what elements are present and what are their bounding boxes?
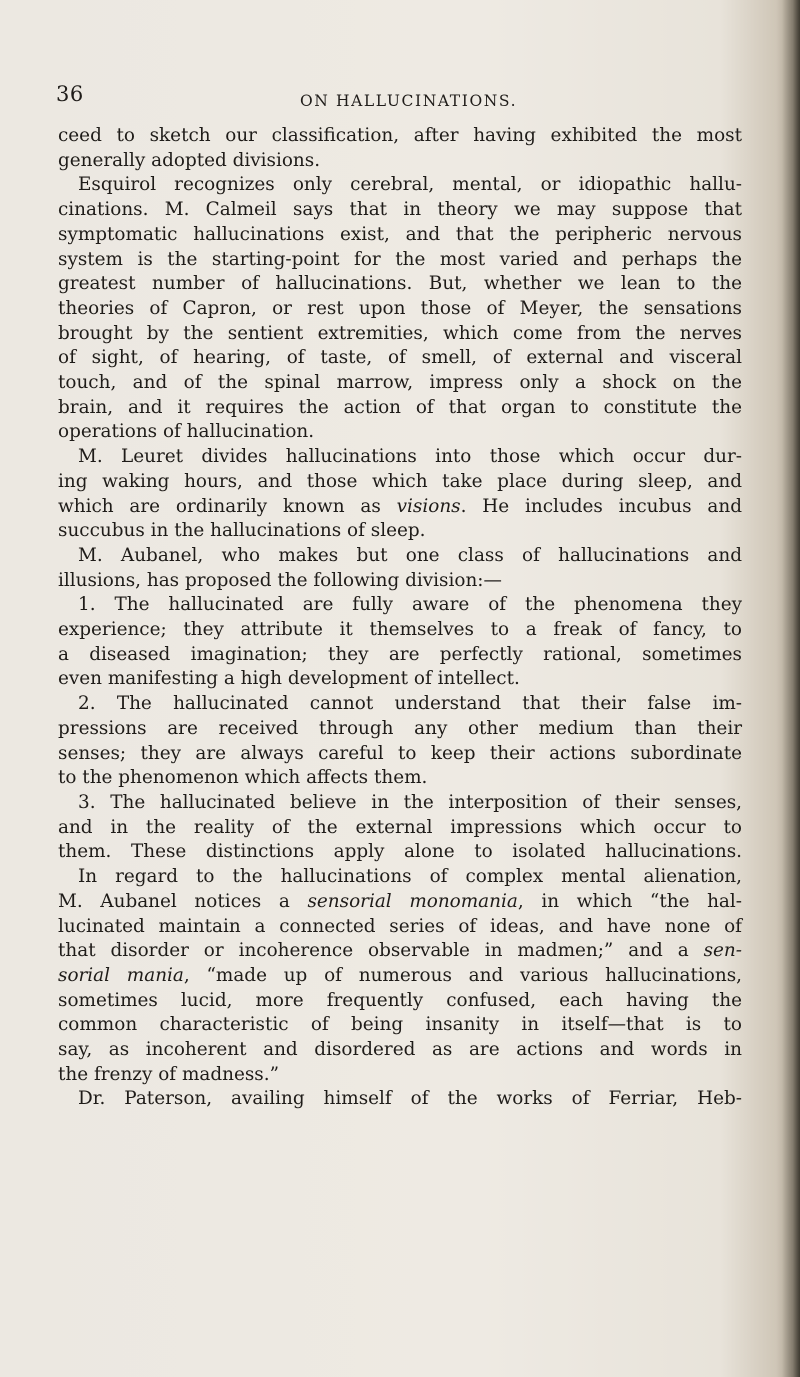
text-fragment: which are ordinarily known as	[58, 495, 381, 517]
text-line	[58, 939, 742, 964]
text-line: ing waking hours, and those which take place during sleep, and	[58, 470, 742, 492]
text-line	[58, 964, 742, 989]
text-line: the frenzy of madness.”	[58, 1063, 279, 1085]
text-line: greatest number of hallucinations. But, whether we lean to the	[58, 273, 742, 295]
text-line: pressions are received through any other medium than their	[58, 717, 742, 739]
text-line: lucinated maintain a connected series of ideas, and have none of	[58, 915, 742, 937]
page-edge-shadow	[782, 0, 800, 1377]
text-line: brought by the sentient extremities, which come from the nerves	[58, 322, 742, 344]
text-line: Dr. Paterson, availing himself of the works of Ferriar, Heb-	[78, 1088, 742, 1110]
text-line: a diseased imagination; they are perfectly rational, sometimes	[58, 643, 742, 665]
text-line: and in the reality of the external impressions which occur to	[58, 816, 742, 838]
text-line: brain, and it requires the action of that organ to constitute the	[58, 396, 742, 418]
text-line	[58, 495, 742, 520]
text-line: M. Leuret divides hallucinations into those which occur dur-	[78, 446, 742, 468]
text-line: Esquirol recognizes only cerebral, mental, or idiopathic hallu-	[78, 174, 742, 196]
text-line: senses; they are always careful to keep their actions subordinate	[58, 742, 742, 764]
text-line: generally adopted divisions.	[58, 149, 321, 171]
text-line: common characteristic of being insanity in itself—that is to	[58, 1014, 742, 1036]
running-head: ON HALLUCINATIONS.	[300, 92, 518, 110]
text-line: In regard to the hallucinations of complex mental alienation,	[78, 866, 742, 888]
text-line: succubus in the hallucinations of sleep.	[58, 520, 426, 542]
text-fragment: . He includes incubus and	[460, 495, 742, 517]
text-line: sometimes lucid, more frequently confused, each having the	[58, 989, 742, 1011]
text-line: 1. The hallucinated are fully aware of the phenomena they	[78, 594, 742, 616]
text-line: operations of hallucination.	[58, 421, 315, 443]
italic-term: sorial mania	[58, 964, 184, 986]
italic-term: visions	[396, 495, 461, 517]
text-line: to the phenomenon which affects them.	[58, 767, 428, 789]
text-fragment: that disorder or incoherence observable in madmen;” and a	[58, 940, 689, 962]
text-line: symptomatic hallucinations exist, and that the peripheric nervous	[58, 223, 742, 245]
italic-term: sen-	[703, 940, 742, 962]
text-fragment: M. Aubanel notices a	[58, 890, 290, 912]
page-number: 36	[56, 82, 84, 106]
text-line: them. These distinctions apply alone to isolated hallucinations.	[58, 841, 742, 863]
text-fragment: , in which “the hal-	[517, 890, 742, 912]
body-text	[58, 124, 742, 1112]
text-line: 2. The hallucinated cannot understand that their false im-	[78, 693, 742, 715]
text-fragment: , “made up of numerous and various hallucinations,	[183, 964, 742, 986]
text-line: touch, and of the spinal marrow, impress only a shock on the	[58, 372, 742, 394]
text-line: cinations. M. Calmeil says that in theory we may suppose that	[58, 199, 742, 221]
text-line: say, as incoherent and disordered as are actions and words in	[58, 1039, 742, 1061]
text-line: theories of Capron, or rest upon those of Meyer, the sensations	[58, 297, 742, 319]
text-line: of sight, of hearing, of taste, of smell, of external and visceral	[58, 347, 742, 369]
text-line: 3. The hallucinated believe in the interposition of their senses,	[78, 791, 742, 813]
text-line: system is the starting-point for the most varied and perhaps the	[58, 248, 742, 270]
text-line: even manifesting a high development of intellect.	[58, 668, 520, 690]
italic-term: sensorial monomania	[307, 890, 518, 912]
text-line: illusions, has proposed the following division:—	[58, 569, 502, 591]
text-line	[58, 890, 742, 915]
text-line: experience; they attribute it themselves to a freak of fancy, to	[58, 619, 742, 641]
text-line: ceed to sketch our classification, after having exhibited the most	[58, 125, 742, 146]
text-line: M. Aubanel, who makes but one class of hallucinations and	[78, 544, 742, 566]
